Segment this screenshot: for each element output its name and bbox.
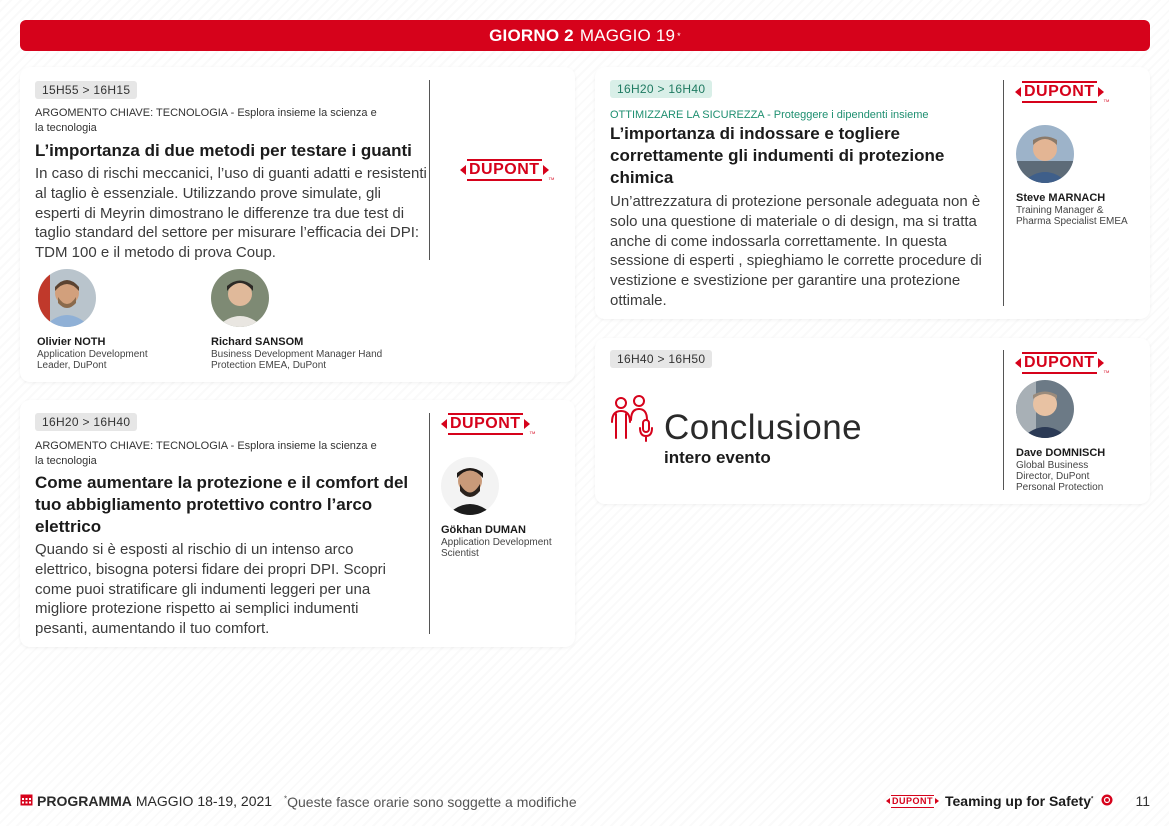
speaker-role: Training Manager & Pharma Specialist EMEA: [1016, 205, 1128, 227]
speaker-name: Steve MARNACH: [1016, 192, 1106, 204]
speaker-role: Application Development Leader, DuPont: [37, 349, 148, 371]
speaker-name: Dave DOMNISCH: [1016, 447, 1106, 459]
calendar-icon: [20, 793, 33, 809]
footer: [20, 793, 1150, 811]
speaker-role: Application Development Scientist: [441, 537, 552, 559]
avatar: [38, 269, 96, 327]
session-title: L’importanza di due metodi per testare i guanti: [35, 141, 412, 160]
safety-badge-icon: [1101, 793, 1113, 809]
dupont-logo: DUPONT TM: [1015, 352, 1109, 374]
footer-brand: [886, 793, 1113, 809]
page-number: 11: [1135, 793, 1150, 809]
dupont-logo: DUPONT TM: [460, 159, 554, 181]
conclusion-subtitle: intero evento: [664, 448, 771, 467]
session-description: In caso di rischi meccanici, l’uso di guanti adatti e resistenti al taglio è essenziale. Utilizzando prove simulate, gli esperti di Meyrin dimostrano le differenze tra due test di taglio standard del settore per misurare l’efficacia dei DPI: TDM 100 e il metodo di prova Coup.: [35, 165, 427, 262]
divider: [429, 413, 430, 634]
speaker-name: Olivier NOTH: [37, 336, 106, 348]
avatar: [441, 457, 499, 515]
conclusion-title: Conclusione: [664, 408, 863, 447]
dupont-logo: DUPONT TM: [1015, 81, 1109, 103]
people-microphone-icon: [609, 394, 657, 449]
time-badge: 16H20 > 16H40: [35, 413, 137, 431]
avatar: [1016, 125, 1074, 183]
avatar: [1016, 380, 1074, 438]
session-kicker: ARGOMENTO CHIAVE: TECNOLOGIA - Esplora insieme la scienza e la tecnologia: [35, 440, 377, 467]
time-badge: 15H55 > 16H15: [35, 81, 137, 99]
speaker-name: Richard SANSOM: [211, 336, 304, 348]
dupont-logo: DUPONT TM: [441, 413, 535, 435]
divider: [429, 80, 430, 260]
session-title: Come aumentare la protezione e il comfort del tuo abbigliamento protettivo contro l’arco elettrico: [35, 473, 409, 536]
time-badge: 16H40 > 16H50: [610, 350, 712, 368]
session-card-2: [20, 400, 575, 647]
avatar: [211, 269, 269, 327]
session-card-1: [20, 67, 575, 382]
banner-date: MAGGIO 19: [579, 25, 676, 45]
session-title: L’importanza di indossare e togliere correttamente gli indumenti di protezione chimica: [610, 124, 945, 187]
speaker-role: Global Business Director, DuPont Personal Protection: [1016, 460, 1104, 493]
tagline: Teaming up for Safety*: [945, 793, 1094, 809]
program-dates: MAGGIO 18-19, 2021: [135, 793, 273, 809]
session-kicker: ARGOMENTO CHIAVE: TECNOLOGIA - Esplora insieme la scienza e la tecnologia: [35, 107, 377, 134]
speaker-role: Business Development Manager Hand Protection EMEA, DuPont: [211, 349, 383, 371]
session-card-3: [595, 67, 1150, 319]
session-card-4: [595, 338, 1150, 504]
banner-day: GIORNO 2: [489, 25, 574, 45]
program-label: PROGRAMMA: [37, 793, 132, 809]
divider: [1003, 350, 1004, 490]
session-kicker: OTTIMIZZARE LA SICUREZZA - Proteggere i dipendenti insieme: [610, 109, 929, 121]
divider: [1003, 80, 1004, 306]
time-badge: 16H20 > 16H40: [610, 80, 712, 98]
day-banner: [20, 20, 1150, 51]
schedule-note: *Queste fasce orarie sono soggette a modifiche: [284, 794, 577, 810]
speaker-name: Gökhan DUMAN: [441, 524, 526, 536]
session-description: Quando si è esposti al rischio di un intenso arco elettrico, bisogna potersi fidare dei propri DPI. Scopri come puoi stratificare gli indumenti leggeri per una migliore protezione rispetto ai semplici indumenti pesanti, aumentando il tuo comfort.: [35, 541, 387, 638]
program-info: [20, 793, 272, 809]
dupont-logo: DUPONT: [886, 795, 939, 808]
session-description: Un’attrezzatura di protezione personale adeguata non è solo una questione di materiale o di design, ma si tratta anche di come indossarla correttamente. In questa sessione di esperti , spieghiamo le corrette procedure di vestizione e svestizione per garantire una protezione ottimale.: [610, 193, 982, 309]
banner-mark: *: [677, 30, 681, 41]
